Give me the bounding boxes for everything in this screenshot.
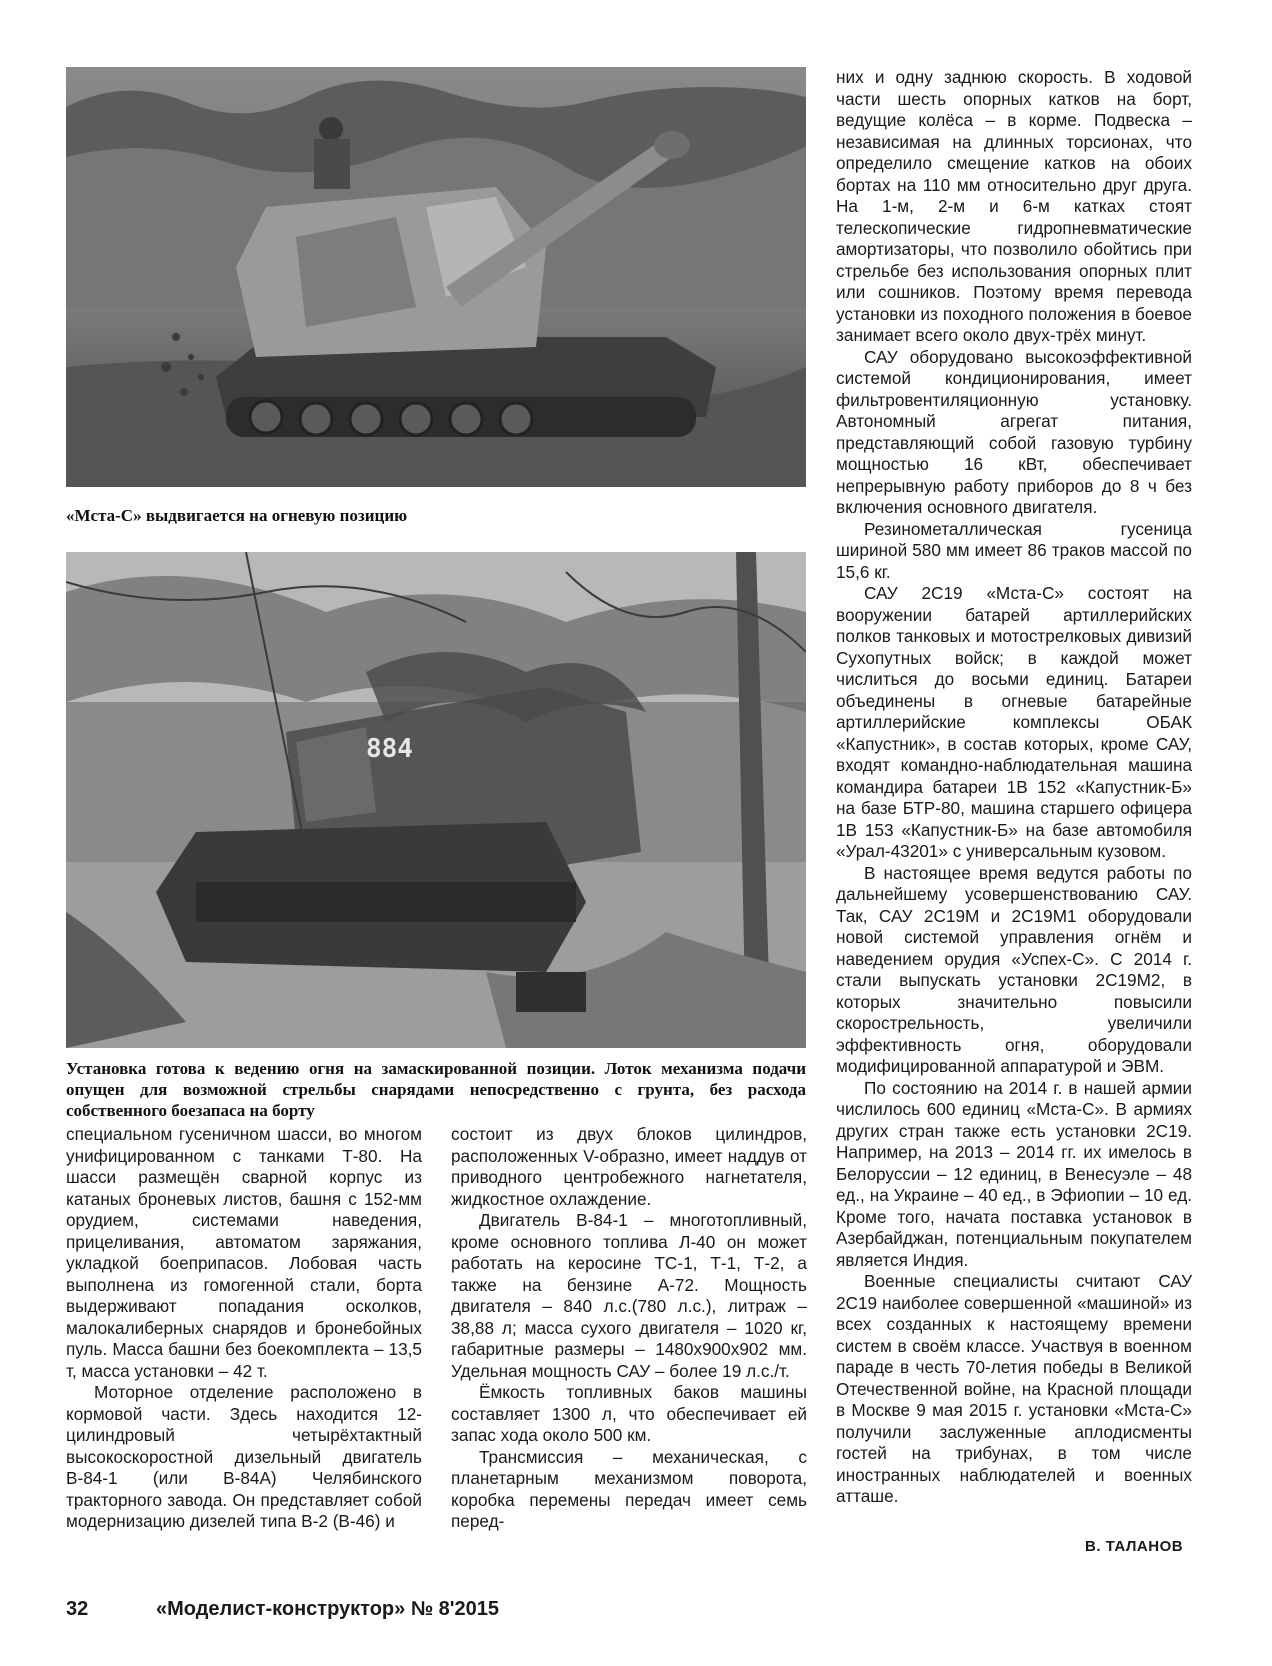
text-column-1 — [66, 1124, 422, 1533]
magazine-title: «Моделист-конструктор» № 8'2015 — [156, 1598, 500, 1620]
paragraph: САУ 2С19 «Мста-С» состоят на вооружении батарей артиллерийских полков танковых и мотострелковых дивизий Сухопутных войск; в каждой может числиться до восьми единиц. Батареи объединены в огневые батарейные артиллерийские комплексы ОБАК «Капустник», в состав которых, кроме САУ, входят командно-наблюдательная машина командира батареи 1В 152 «Капустник-Б» на базе БТР-80, машина старшего офицера 1В 153 «Капустник-Б» на базе автомобиля «Урал-43201» с универсальным кузовом. — [836, 583, 1192, 861]
text-column-3 — [836, 67, 1192, 1508]
author-signature: В. ТАЛАНОВ — [1085, 1538, 1184, 1555]
paragraph: Ёмкость топливных баков машины составляет 1300 л, что обеспечивает ей запас хода около 500 км. — [451, 1382, 807, 1445]
photo-camouflaged-position — [66, 552, 806, 1048]
paragraph: специальном гусеничном шасси, во многом унифицированном с танками Т-80. На шасси размещён сварной корпус из катаных броневых листов, башня с 152-мм орудием, системами наведения, прицеливания, автоматом заряжания, укладкой боеприпасов. Лобовая часть выполнена из гомогенной стали, борта выдерживают попадания осколков, малокалиберных снарядов и бронебойных пуль. Масса башни без боекомплекта – 13,5 т, масса установки – 42 т. — [66, 1124, 422, 1381]
paragraph: САУ оборудовано высокоэффективной системой кондиционирования, имеет фильтровентиляционную установку. Автономный агрегат питания, представляющий собой газовую турбину мощностью 16 кВт, обеспечивает непрерывную работу приборов до 8 ч без включения основного двигателя. — [836, 346, 1192, 517]
paragraph: состоит из двух блоков цилиндров, расположенных V-образно, имеет наддув от приводного центробежного нагнетателя, жидкостное охлаждение. — [451, 1124, 807, 1209]
paragraph: Резинометаллическая гусеница шириной 580 мм имеет 86 траков массой по 15,6 кг. — [836, 518, 1192, 582]
photo2-caption: Установка готова к ведению огня на замаскированной позиции. Лоток механизма подачи опущен для возможной стрельбы снарядами непосредственно с грунта, без расхода собственного боезапаса на борту — [66, 1059, 806, 1120]
paragraph: Двигатель В-84-1 – многотопливный, кроме основного топлива Л-40 он может работать на керосине ТС-1, Т-1, Т-2, а также на бензине А-72. Мощность двигателя – 840 л.с.(780 л.с.), литраж – 38,88 л; масса сухого двигателя – 1020 кг, габаритные размеры – 1480х900х902 мм. Удельная мощность САУ – более 19 л.с./т. — [451, 1210, 807, 1381]
paragraph: По состоянию на 2014 г. в нашей армии числилось 600 единиц «Мста-С». В армиях других стран также есть установки 2С19. Например, на 2013 – 2014 гг. их имелось в Белоруссии – 12 единиц, в Венесуэле – 48 ед., на Украине – 40 ед., в Эфиопии – 10 ед. Кроме того, начата поставка установок в Азербайджан, потенциальным покупателем является Индия. — [836, 1077, 1192, 1270]
paragraph: Военные специалисты считают САУ 2С19 наиболее совершенной «машиной» из всех созданных к настоящему времени систем в своём классе. Участвуя в военном параде в честь 70-летия победы в Великой Отечественной войне, на Красной площади в Москве 9 мая 2015 г. установки «Мста-С» получили заслуженные аплодисменты гостей на трибунах, в том числе иностранных наблюдателей и военных атташе. — [836, 1271, 1192, 1506]
paragraph: них и одну заднюю скорость. В ходовой части шесть опорных катков на борт, ведущие колёса – в корме. Подвеска – независимая на длинных торсионах, что определило смещение катков на обоих бортах на 110 мм относительно друг друга. На 1-м, 2-м и 6-м катках стоят телескопические гидропневматические амортизаторы, что позволило обойтись при стрельбе без использования опорных плит или сошников. Поэтому время перевода установки из походного положения в боевое занимает всего около двух-трёх минут. — [836, 67, 1192, 345]
paragraph: Трансмиссия – механическая, с планетарным механизмом поворота, коробка перемены передач имеет семь перед- — [451, 1446, 807, 1531]
text-column-2 — [451, 1124, 807, 1533]
photo-msta-s-moving — [66, 67, 806, 487]
page-number: 32 — [66, 1598, 89, 1620]
paragraph: В настоящее время ведутся работы по дальнейшему усовершенствованию САУ. Так, САУ 2С19М и 2С19М1 оборудовали новой системой управления огнём и наведением орудия «Успех-С». С 2014 г. стали выпускать установки 2С19М2, в которых значительно повысили скорострельность, увеличили эффективность огня, оборудовали модифицированной аппаратурой и ЭВМ. — [836, 862, 1192, 1076]
photo1-caption: «Мста-С» выдвигается на огневую позицию — [66, 506, 408, 525]
paragraph: Моторное отделение расположено в кормовой части. Здесь находится 12-цилиндровый четырёхтактный высокоскоростной дизельный двигатель В-84-1 (или В-84А) Челябинского тракторного завода. Он представляет собой модернизацию дизелей типа В-2 (В-46) и — [66, 1382, 422, 1531]
turret-number: 884 — [366, 734, 413, 764]
